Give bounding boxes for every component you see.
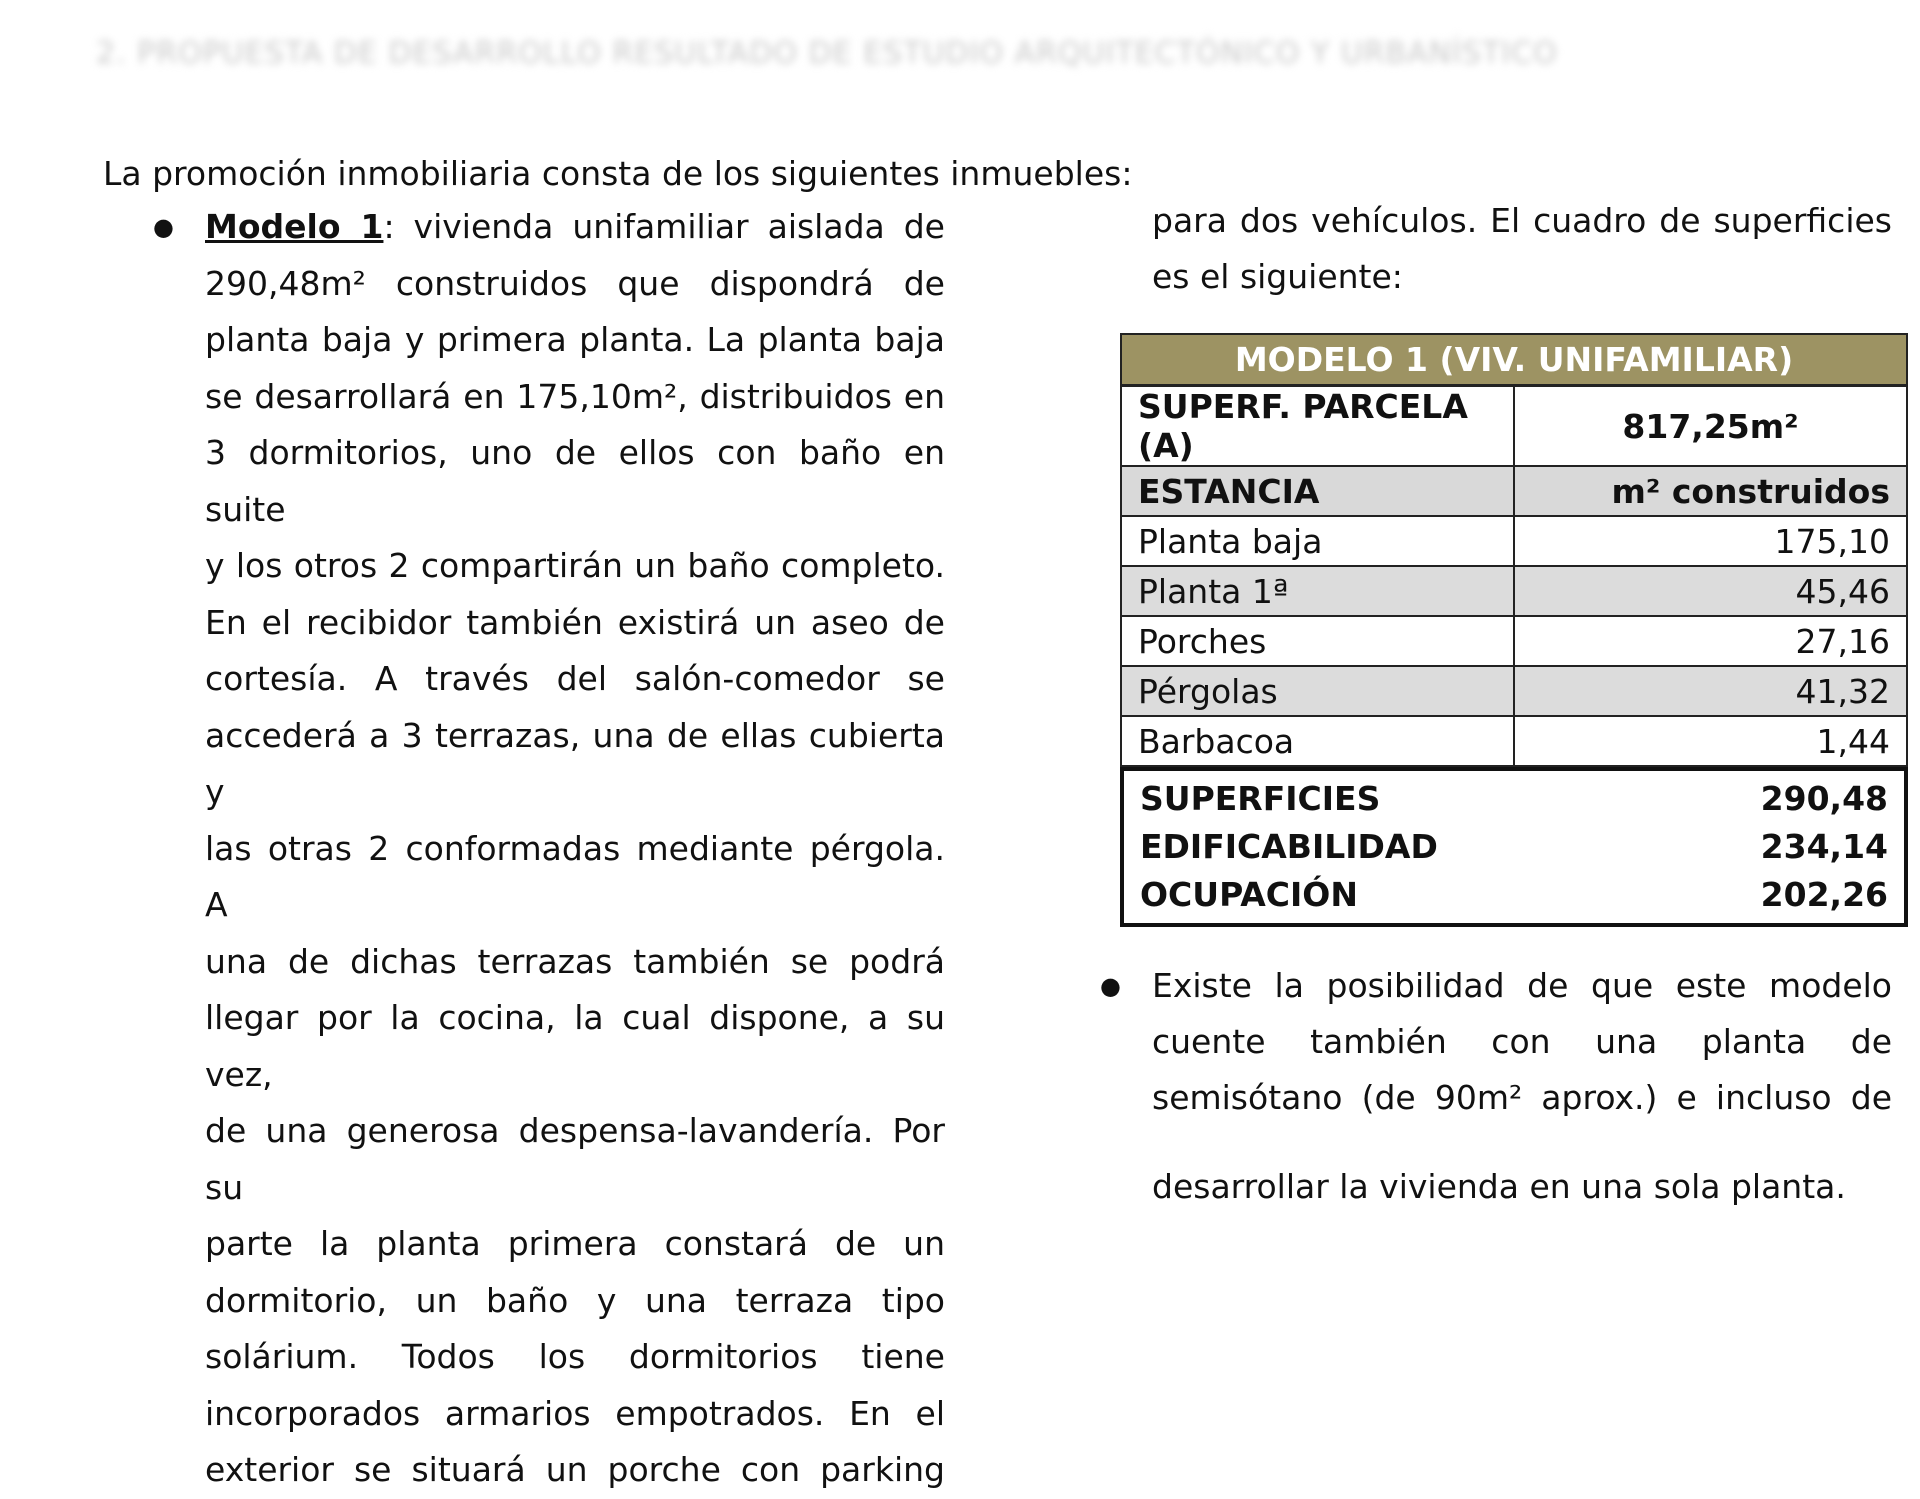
bullet-item-model-1 bbox=[150, 199, 945, 1499]
total-label: OCUPACIÓN bbox=[1140, 875, 1358, 914]
total-value: 202,26 bbox=[1760, 875, 1888, 914]
row-label: Porches bbox=[1121, 616, 1514, 666]
model-1-description bbox=[150, 199, 945, 1499]
plot-area-row bbox=[1121, 386, 1907, 467]
line-1: Modelo 1: vivienda unifamiliar aislada de bbox=[205, 207, 945, 246]
table-row bbox=[1121, 716, 1907, 766]
row-label: Barbacoa bbox=[1121, 716, 1514, 766]
line-5: 3 dormitorios, uno de ellos con baño en suite bbox=[205, 433, 945, 529]
bullet-icon: ● bbox=[1100, 972, 1121, 1000]
line-7: En el recibidor también existirá un aseo de bbox=[205, 602, 945, 642]
line-11: una de dichas terrazas también se podrá bbox=[205, 941, 945, 981]
faded-section-heading: 2. PROPUESTA DE DESARROLLO RESULTADO DE ESTUDIO ARQUITECTÓNICO Y URBANÍSTICO bbox=[96, 36, 1558, 71]
total-value: 234,14 bbox=[1760, 827, 1888, 866]
row-value: 1,44 bbox=[1514, 716, 1907, 766]
table-title: MODELO 1 (VIV. UNIFAMILIAR) bbox=[1121, 334, 1907, 386]
plot-area-label: SUPERF. PARCELA (A) bbox=[1121, 386, 1514, 467]
line-13: de una generosa despensa-lavandería. Por su bbox=[205, 1111, 945, 1207]
intro-paragraph: La promoción inmobiliaria consta de los siguientes inmuebles: bbox=[103, 154, 1133, 193]
row-label: Planta baja bbox=[1121, 516, 1514, 566]
line-3: planta baja y primera planta. La planta baja bbox=[205, 320, 945, 359]
line-1: Existe la posibilidad de que este modelo bbox=[1152, 966, 1892, 1005]
model-1-continuation bbox=[1152, 193, 1892, 305]
row-value: 175,10 bbox=[1514, 516, 1907, 566]
row-value: 41,32 bbox=[1514, 666, 1907, 716]
total-label: EDIFICABILIDAD bbox=[1140, 827, 1438, 866]
table-row bbox=[1121, 566, 1907, 616]
total-label: SUPERFICIES bbox=[1140, 779, 1381, 818]
line-15: dormitorio, un baño y una terraza tipo bbox=[205, 1280, 945, 1320]
continuation-line-1: para dos vehículos. El cuadro de superficies bbox=[1152, 201, 1892, 240]
line-3: semisótano (de 90m² aprox.) e incluso de bbox=[1152, 1078, 1892, 1117]
line-9: accederá a 3 terrazas, una de ellas cubierta y bbox=[205, 715, 945, 811]
line-18: exterior se situará un porche con parking bbox=[205, 1450, 945, 1489]
table-row bbox=[1121, 516, 1907, 566]
line-16: solárium. Todos los dormitorios tiene bbox=[205, 1337, 945, 1376]
bullet-item-semisotano bbox=[1097, 958, 1892, 1215]
total-superficies bbox=[1124, 775, 1904, 823]
row-label: Pérgolas bbox=[1121, 666, 1514, 716]
column-header-stancia: ESTANCIA bbox=[1121, 466, 1514, 516]
line-17: incorporados armarios empotrados. En el bbox=[205, 1393, 945, 1433]
plot-area-value: 817,25m² bbox=[1514, 386, 1907, 467]
total-value: 290,48 bbox=[1760, 779, 1888, 818]
line-4: se desarrollará en 175,10m², distribuidos en bbox=[205, 376, 945, 416]
table-row bbox=[1121, 616, 1907, 666]
line-8: cortesía. A través del salón-comedor se bbox=[205, 659, 945, 698]
line-10: las otras 2 conformadas mediante pérgola. A bbox=[205, 828, 945, 924]
column-header-built: m² construidos bbox=[1514, 466, 1907, 516]
total-edificabilidad bbox=[1124, 823, 1904, 871]
line-12: llegar por la cocina, la cual dispone, a su vez, bbox=[205, 998, 945, 1094]
row-label: Planta 1ª bbox=[1121, 566, 1514, 616]
row-value: 45,46 bbox=[1514, 566, 1907, 616]
line-14: parte la planta primera constará de un bbox=[205, 1224, 945, 1263]
line-2: 290,48m² construidos que dispondrá de bbox=[205, 263, 945, 303]
line-2: cuente también con una planta de bbox=[1152, 1022, 1892, 1061]
total-ocupacion bbox=[1124, 871, 1904, 919]
line-6: y los otros 2 compartirán un baño completo. bbox=[205, 546, 945, 585]
table-header-row bbox=[1121, 466, 1907, 516]
line-4: desarrollar la vivienda en una sola planta. bbox=[1152, 1167, 1846, 1206]
surface-table bbox=[1120, 333, 1908, 927]
bullet-icon: ● bbox=[153, 213, 174, 241]
row-value: 27,16 bbox=[1514, 616, 1907, 666]
totals-box bbox=[1120, 767, 1908, 927]
surface-table-grid bbox=[1120, 333, 1908, 767]
model-title: Modelo 1 bbox=[205, 207, 384, 246]
second-bullet-section bbox=[1097, 958, 1892, 1248]
continuation-line-2: es el siguiente: bbox=[1152, 257, 1403, 296]
table-title-row bbox=[1121, 334, 1907, 386]
table-row bbox=[1121, 666, 1907, 716]
